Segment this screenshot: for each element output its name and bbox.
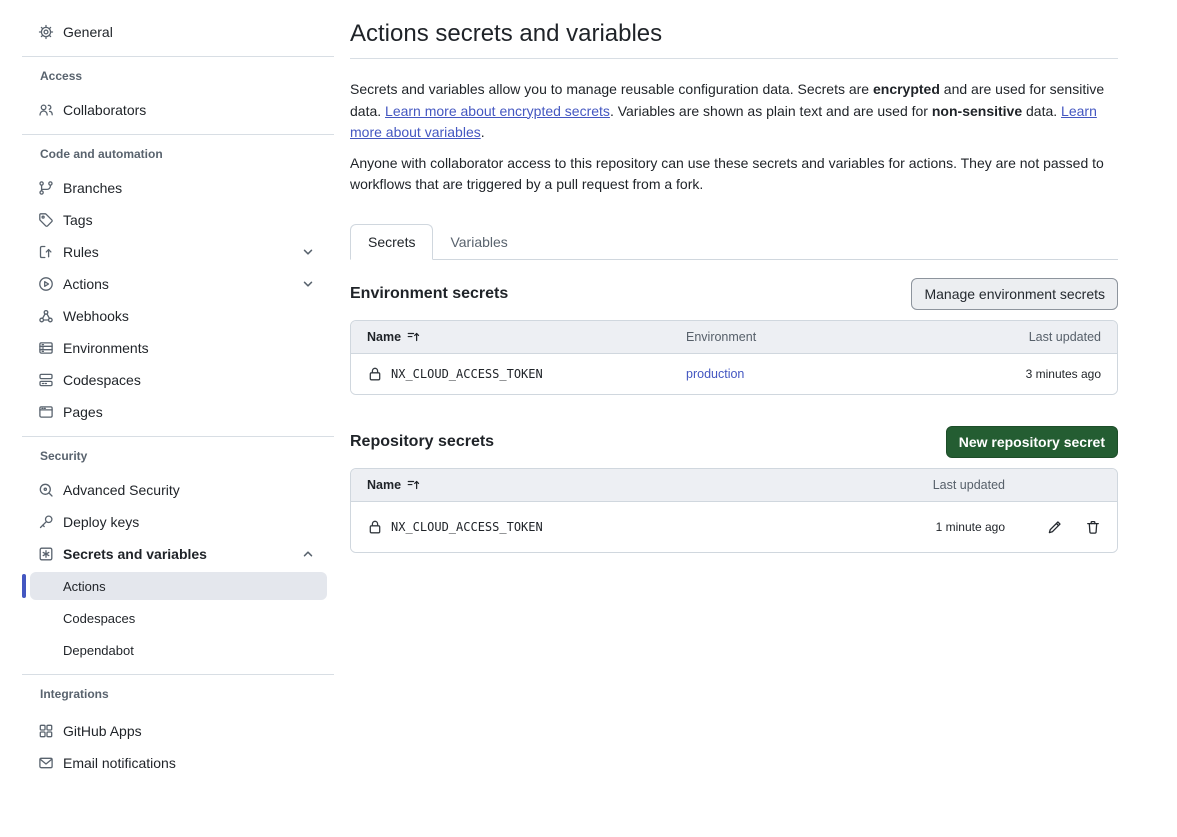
- intro-text: .: [480, 124, 485, 140]
- repository-secrets-table-header: [351, 469, 1117, 502]
- manage-environment-secrets-button[interactable]: Manage environment secrets: [911, 278, 1118, 310]
- sidebar-section-access: Access: [40, 69, 83, 83]
- environment-link[interactable]: production: [686, 366, 745, 381]
- column-header-name[interactable]: [367, 478, 855, 492]
- learn-more-encrypted-secrets-link[interactable]: Learn more about encrypted secrets: [385, 102, 610, 119]
- sort-ascending-icon: [407, 330, 421, 344]
- sidebar-section-code-and-automation: Code and automation: [40, 147, 163, 161]
- sidebar-item-general[interactable]: [0, 16, 334, 48]
- sidebar-divider: [22, 674, 334, 675]
- environment-secrets-table-header: [351, 321, 1117, 354]
- secret-name: NX_CLOUD_ACCESS_TOKEN: [391, 519, 543, 534]
- rules-icon: [38, 244, 54, 260]
- sidebar-item-webhooks[interactable]: [0, 300, 334, 332]
- secret-name: NX_CLOUD_ACCESS_TOKEN: [391, 366, 543, 381]
- secrets-and-variables-sublist: [0, 572, 334, 664]
- sidebar-item-codespaces[interactable]: [0, 364, 334, 396]
- pencil-icon: [1049, 522, 1060, 533]
- new-repository-secret-button[interactable]: New repository secret: [946, 426, 1118, 458]
- codespaces-icon: [38, 372, 54, 388]
- column-header-label: Name: [367, 477, 402, 492]
- row-actions: [1005, 519, 1101, 535]
- intro-text: Secrets and variables allow you to manage reusable configuration data. Secrets are: [350, 81, 873, 97]
- collaborator-access-paragraph: Anyone with collaborator access to this repository can use these secrets and variables for actions. They are not passed to workflows that are triggered by a pull request from a fork.: [350, 154, 1104, 192]
- page-title: Actions secrets and variables: [350, 20, 663, 47]
- intro-paragraph: [350, 79, 1118, 144]
- server-icon: [38, 340, 54, 356]
- sidebar-item-label: Secrets and variables: [63, 546, 207, 562]
- tab-secrets[interactable]: Secrets: [350, 224, 433, 260]
- play-circle-icon: [38, 276, 54, 292]
- sidebar-item-collaborators[interactable]: [0, 94, 334, 126]
- repository-secrets-title: Repository secrets: [350, 432, 495, 450]
- intro-bold-encrypted: encrypted: [872, 81, 940, 97]
- sidebar-subitem-codespaces[interactable]: [30, 604, 327, 632]
- mail-icon: [38, 755, 54, 771]
- sidebar-item-label: Pages: [63, 404, 103, 420]
- column-header-label: Name: [367, 329, 402, 344]
- sidebar-divider: [22, 436, 334, 437]
- codescan-icon: [38, 482, 54, 498]
- repository-secrets-header: [350, 426, 1118, 458]
- environment-secrets-header: [350, 278, 1118, 310]
- secret-name-cell: [367, 366, 686, 382]
- learn-more-variables-link[interactable]: Learn more about variables: [350, 102, 1097, 140]
- active-indicator: [22, 574, 26, 598]
- sidebar-item-label: General: [63, 24, 113, 40]
- sidebar-item-label: Actions: [63, 578, 106, 594]
- sidebar-item-label: Environments: [63, 340, 149, 356]
- sidebar-item-secrets-and-variables[interactable]: [0, 538, 334, 570]
- sidebar-section-security: Security: [40, 449, 88, 463]
- sidebar-item-label: Codespaces: [63, 610, 136, 626]
- main-content: [350, 0, 1118, 553]
- sidebar-subitem-dependabot[interactable]: [30, 636, 327, 664]
- sidebar-item-label: Webhooks: [63, 308, 129, 324]
- sidebar-item-label: Rules: [63, 244, 99, 260]
- sidebar-item-label: GitHub Apps: [63, 723, 142, 739]
- chevron-down-icon: [300, 276, 316, 292]
- apps-icon: [38, 723, 54, 739]
- last-updated-cell: 1 minute ago: [935, 519, 1005, 534]
- gear-icon: [38, 24, 54, 40]
- column-header-environment: Environment: [686, 329, 757, 344]
- repository-secret-row: [351, 502, 1117, 552]
- sidebar-divider: [22, 134, 334, 135]
- webhook-icon: [38, 308, 54, 324]
- repository-secrets-table: [350, 468, 1118, 553]
- sidebar-divider: [22, 56, 334, 57]
- column-header-last-updated: Last updated: [1028, 329, 1101, 344]
- settings-sidebar: [0, 0, 334, 779]
- sidebar-item-deploy-keys[interactable]: [0, 506, 334, 538]
- intro-text: . Variables are shown as plain text and are used for: [609, 102, 932, 119]
- sidebar-item-label: Collaborators: [63, 102, 147, 118]
- intro-text: data.: [1022, 102, 1062, 119]
- trash-icon: [1088, 521, 1098, 533]
- intro-bold-non-sensitive: non-sensitive: [931, 102, 1023, 119]
- sidebar-item-label: Branches: [63, 180, 123, 196]
- last-updated-cell: 3 minutes ago: [1025, 366, 1101, 381]
- environment-secret-row: [351, 354, 1117, 394]
- sort-ascending-icon: [407, 478, 421, 492]
- sidebar-item-environments[interactable]: [0, 332, 334, 364]
- sidebar-item-label: Advanced Security: [63, 482, 180, 498]
- environment-cell: [686, 367, 931, 381]
- sidebar-item-actions[interactable]: [0, 268, 334, 300]
- column-header-name[interactable]: [367, 330, 686, 344]
- secrets-variables-tabnav: [350, 221, 1118, 260]
- browser-icon: [38, 404, 54, 420]
- lock-icon: [367, 519, 383, 535]
- lock-icon: [367, 366, 383, 382]
- edit-secret-button[interactable]: [1047, 519, 1063, 535]
- column-header-last-updated: Last updated: [932, 477, 1005, 492]
- tab-variables[interactable]: Variables: [450, 233, 508, 250]
- sidebar-item-pages[interactable]: [0, 396, 334, 428]
- sidebar-item-label: Actions: [63, 276, 109, 292]
- sidebar-item-label: Email notifications: [63, 755, 176, 771]
- intro-text: and are used for sensitive data.: [350, 81, 1105, 119]
- key-icon: [38, 514, 54, 530]
- secret-name-cell: [367, 519, 855, 535]
- sidebar-item-github-apps[interactable]: [0, 715, 334, 747]
- sidebar-item-label: Codespaces: [63, 372, 141, 388]
- git-branch-icon: [38, 180, 54, 196]
- sidebar-item-advanced-security[interactable]: [0, 474, 334, 506]
- sidebar-item-rules[interactable]: [0, 236, 334, 268]
- key-asterisk-icon: [38, 546, 54, 562]
- sidebar-item-label: Tags: [63, 212, 93, 228]
- title-divider: [350, 58, 1118, 59]
- chevron-up-icon: [300, 546, 316, 562]
- environment-secrets-title: Environment secrets: [350, 284, 509, 302]
- sidebar-item-branches[interactable]: [0, 172, 334, 204]
- sidebar-subitem-actions[interactable]: [30, 572, 327, 600]
- chevron-down-icon: [300, 244, 316, 260]
- delete-secret-button[interactable]: [1085, 519, 1101, 535]
- tag-icon: [38, 212, 54, 228]
- sidebar-section-integrations: Integrations: [40, 687, 109, 701]
- environment-secrets-table: [350, 320, 1118, 395]
- sidebar-item-label: Deploy keys: [63, 514, 140, 530]
- sidebar-item-email-notifications[interactable]: [0, 747, 334, 779]
- sidebar-item-label: Dependabot: [63, 642, 134, 658]
- people-icon: [38, 102, 54, 118]
- sidebar-item-tags[interactable]: [0, 204, 334, 236]
